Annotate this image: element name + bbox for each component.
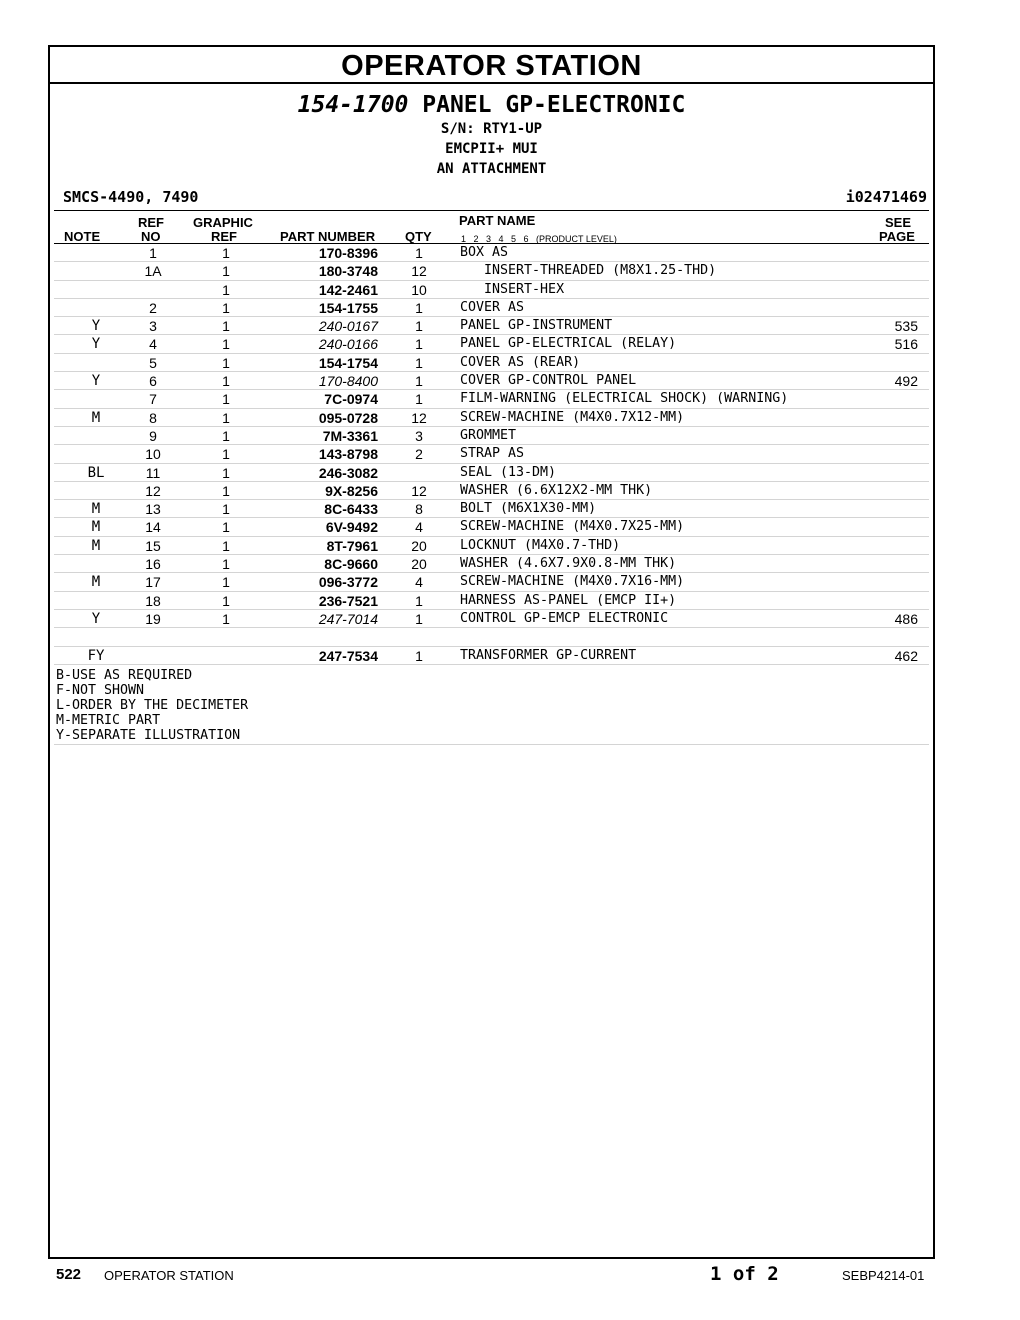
part-number-cell: 095-0728 (318, 409, 378, 426)
table-row (54, 592, 929, 610)
table-row (54, 281, 929, 299)
part-number-cell: 096-3772 (318, 574, 378, 591)
table-row (54, 427, 929, 445)
graphic-ref-cell: 1 (222, 592, 230, 609)
graphic-ref-cell: 1 (222, 391, 230, 408)
section-title: OPERATOR STATION (50, 47, 933, 84)
qty-cell: 3 (415, 427, 423, 444)
graphic-ref-cell: 1 (222, 299, 230, 316)
qty-cell: 1 (415, 647, 423, 664)
part-name-cell: WASHER (4.6X7.9X0.8-MM THK) (460, 556, 677, 572)
ref-no-cell: 12 (145, 482, 161, 499)
ref-no-cell: 4 (149, 336, 157, 353)
ref-no-cell: 2 (149, 299, 157, 316)
part-number-cell: 246-3082 (318, 464, 378, 481)
header-serial: S/N: RTY1-UP (440, 121, 543, 137)
part-number-cell: 6V-9492 (325, 519, 378, 536)
qty-cell: 1 (415, 391, 423, 408)
header-divider (54, 210, 929, 211)
ref-no-cell: 7 (149, 391, 157, 408)
note-cell: M (91, 574, 101, 591)
graphic-ref-cell: 1 (222, 537, 230, 554)
col-note: NOTE (64, 229, 101, 244)
part-name-cell: SEAL (13-DM) (460, 464, 557, 480)
col-part-name: PART NAME (459, 213, 536, 228)
ref-no-cell: 18 (145, 592, 161, 609)
table-row (54, 335, 929, 353)
part-number-cell: 240-0167 (318, 318, 378, 335)
qty-cell: 1 (415, 318, 423, 335)
part-name-cell: SCREW-MACHINE (M4X0.7X25-MM) (460, 519, 685, 535)
part-name-cell: HARNESS AS-PANEL (EMCP II+) (460, 592, 677, 608)
note-cell: Y (91, 373, 101, 390)
graphic-ref-cell: 1 (222, 409, 230, 426)
graphic-ref-cell: 1 (222, 245, 230, 261)
graphic-ref-cell: 1 (222, 610, 230, 627)
table-row (54, 372, 929, 390)
qty-cell: 1 (415, 610, 423, 627)
part-name-cell: SCREW-MACHINE (M4X0.7X12-MM) (460, 409, 685, 425)
illustration-id: i02471469 (845, 188, 927, 206)
part-name-cell: FILM-WARNING (ELECTRICAL SHOCK) (WARNING) (460, 391, 789, 407)
table-row (54, 518, 929, 536)
part-number-cell: 170-8400 (318, 373, 378, 390)
note-cell: BL (87, 464, 105, 481)
part-name-cell: INSERT-THREADED (M8X1.25-THD) (460, 263, 717, 279)
qty-cell: 1 (415, 336, 423, 353)
qty-cell: 12 (411, 409, 427, 426)
note-cell: Y (91, 336, 101, 353)
graphic-ref-cell: 1 (222, 354, 230, 371)
note-legend-item: B-USE AS REQUIRED (56, 668, 193, 683)
graphic-ref-cell: 1 (222, 318, 230, 335)
qty-cell: 1 (415, 354, 423, 371)
col-see-top: SEE (885, 215, 912, 230)
table-row (54, 409, 929, 427)
ref-no-cell: 8 (149, 409, 157, 426)
part-name-cell: BOX AS (460, 245, 509, 260)
part-name-cell: COVER AS (REAR) (460, 354, 581, 370)
see-page-cell: 516 (894, 336, 918, 353)
note-legend-item: L-ORDER BY THE DECIMETER (56, 698, 249, 713)
smcs-code: SMCS-4490, 7490 (63, 188, 199, 206)
part-number-cell: 154-1754 (318, 354, 378, 371)
part-name-cell: COVER AS (460, 299, 525, 315)
graphic-ref-cell: 1 (222, 464, 230, 481)
note-cell: M (91, 501, 101, 518)
table-row (54, 445, 929, 463)
part-name-cell: SCREW-MACHINE (M4X0.7X16-MM) (460, 574, 685, 590)
table-row (54, 299, 929, 317)
see-page-cell: 492 (894, 373, 918, 390)
page-frame (48, 45, 935, 1259)
table-row (54, 537, 929, 555)
note-cell: M (91, 409, 101, 426)
col-product-levels: 1 2 3 4 5 6 (PRODUCT LEVEL) (461, 234, 617, 244)
qty-cell: 4 (415, 574, 423, 591)
table-row (54, 482, 929, 500)
notes-rule (54, 744, 929, 745)
ref-no-cell: 11 (145, 464, 161, 481)
qty-cell: 8 (415, 501, 423, 518)
ref-no-cell: 10 (145, 446, 161, 463)
ref-no-cell: 6 (149, 373, 157, 390)
part-name-cell: PANEL GP-INSTRUMENT (460, 318, 613, 334)
ref-no-cell: 19 (145, 610, 161, 627)
graphic-ref-cell: 1 (222, 556, 230, 573)
ref-no-cell: 13 (145, 501, 161, 518)
qty-cell: 4 (415, 519, 423, 536)
graphic-ref-cell: 1 (222, 519, 230, 536)
part-number-cell: 170-8396 (318, 245, 378, 261)
col-part-number: PART NUMBER (280, 229, 376, 244)
col-see-bottom: PAGE (879, 229, 915, 244)
qty-cell: 20 (411, 537, 427, 554)
part-number-cell: 143-8798 (318, 446, 378, 463)
footer-section: OPERATOR STATION (104, 1268, 234, 1283)
graphic-ref-cell: 1 (222, 446, 230, 463)
qty-cell: 2 (415, 446, 423, 463)
qty-cell: 1 (415, 592, 423, 609)
part-number-cell: 8C-6433 (324, 501, 378, 518)
part-name-cell: COVER GP-CONTROL PANEL (460, 373, 637, 389)
ref-no-cell: 17 (145, 574, 161, 591)
table-row (54, 610, 929, 628)
table-row (54, 647, 929, 665)
header-sub2: AN ATTACHMENT (436, 161, 547, 177)
ref-no-cell: 16 (145, 556, 161, 573)
column-headers (50, 213, 933, 245)
table-row (54, 317, 929, 335)
table-row (54, 464, 929, 482)
graphic-ref-cell: 1 (222, 501, 230, 518)
table-row (54, 573, 929, 591)
part-number-cell: 247-7014 (318, 610, 378, 627)
note-cell: M (91, 519, 101, 536)
qty-cell: 1 (415, 299, 423, 316)
header-part-number: 154-1700 (297, 92, 409, 118)
qty-cell: 10 (411, 281, 427, 298)
note-cell: FY (87, 647, 105, 664)
part-name-cell: STRAP AS (460, 446, 525, 462)
qty-cell: 12 (411, 263, 427, 280)
part-number-cell: 9X-8256 (325, 482, 378, 499)
part-header (50, 91, 933, 179)
part-name-cell: GROMMET (460, 427, 517, 443)
table-row (54, 500, 929, 518)
part-number-cell: 180-3748 (318, 263, 378, 280)
part-name-cell: CONTROL GP-EMCP ELECTRONIC (460, 610, 669, 626)
table-row (54, 262, 929, 280)
graphic-ref-cell: 1 (222, 373, 230, 390)
parts-table (54, 244, 929, 665)
ref-no-cell: 9 (149, 427, 157, 444)
note-cell: Y (91, 610, 101, 627)
part-name-cell: INSERT-HEX (460, 281, 565, 297)
col-qty: QTY (405, 229, 432, 244)
note-legend-item: M-METRIC PART (56, 713, 161, 728)
header-part-name: PANEL GP-ELECTRONIC (422, 92, 686, 118)
ref-no-cell: 5 (149, 354, 157, 371)
col-graphic-bottom: REF (211, 229, 237, 244)
col-graphic-top: GRAPHIC (193, 215, 253, 230)
part-name-cell: WASHER (6.6X12X2-MM THK) (460, 482, 653, 498)
table-row (54, 390, 929, 408)
table-row (54, 628, 929, 646)
ref-no-cell: 14 (145, 519, 161, 536)
qty-cell: 20 (411, 556, 427, 573)
see-page-cell: 535 (894, 318, 918, 335)
part-name-cell: BOLT (M6X1X30-MM) (460, 501, 597, 517)
part-number-cell: 7C-0974 (324, 391, 378, 408)
ref-no-cell: 15 (145, 537, 161, 554)
header-sub1: EMCPII+ MUI (445, 141, 538, 157)
table-row (54, 555, 929, 573)
notes-legend (56, 668, 248, 743)
graphic-ref-cell: 1 (222, 281, 230, 298)
graphic-ref-cell: 1 (222, 574, 230, 591)
ref-no-cell: 1 (149, 245, 157, 261)
ref-no-cell: 3 (149, 318, 157, 335)
graphic-ref-cell: 1 (222, 482, 230, 499)
part-number-cell: 240-0166 (318, 336, 378, 353)
note-legend-item: Y-SEPARATE ILLUSTRATION (56, 728, 241, 743)
qty-cell: 1 (415, 245, 423, 261)
graphic-ref-cell: 1 (222, 263, 230, 280)
see-page-cell: 486 (894, 610, 918, 627)
col-ref-bottom: NO (141, 229, 161, 244)
note-cell: M (91, 537, 101, 554)
part-number-cell: 7M-3361 (322, 427, 378, 444)
footer-page-number: 522 (56, 1266, 82, 1283)
part-number-cell: 8C-9660 (324, 556, 378, 573)
col-ref-top: REF (138, 215, 164, 230)
part-name-cell: TRANSFORMER GP-CURRENT (460, 647, 637, 663)
note-legend-item: F-NOT SHOWN (56, 683, 145, 698)
part-number-cell: 154-1755 (318, 299, 378, 316)
graphic-ref-cell: 1 (222, 427, 230, 444)
footer-doc-id: SEBP4214-01 (842, 1268, 925, 1283)
table-row (54, 244, 929, 262)
qty-cell: 1 (415, 373, 423, 390)
qty-cell: 12 (411, 482, 427, 499)
part-name-cell: LOCKNUT (M4X0.7-THD) (460, 537, 621, 553)
graphic-ref-cell: 1 (222, 336, 230, 353)
table-row (54, 354, 929, 372)
see-page-cell: 462 (894, 647, 918, 664)
ref-no-cell: 1A (144, 263, 162, 280)
note-cell: Y (91, 318, 101, 335)
footer-sheet: 1 of 2 (710, 1263, 779, 1285)
part-number-cell: 247-7534 (318, 647, 378, 664)
part-number-cell: 142-2461 (318, 281, 378, 298)
part-number-cell: 236-7521 (318, 592, 378, 609)
part-name-cell: PANEL GP-ELECTRICAL (RELAY) (460, 336, 677, 352)
part-number-cell: 8T-7961 (326, 537, 378, 554)
